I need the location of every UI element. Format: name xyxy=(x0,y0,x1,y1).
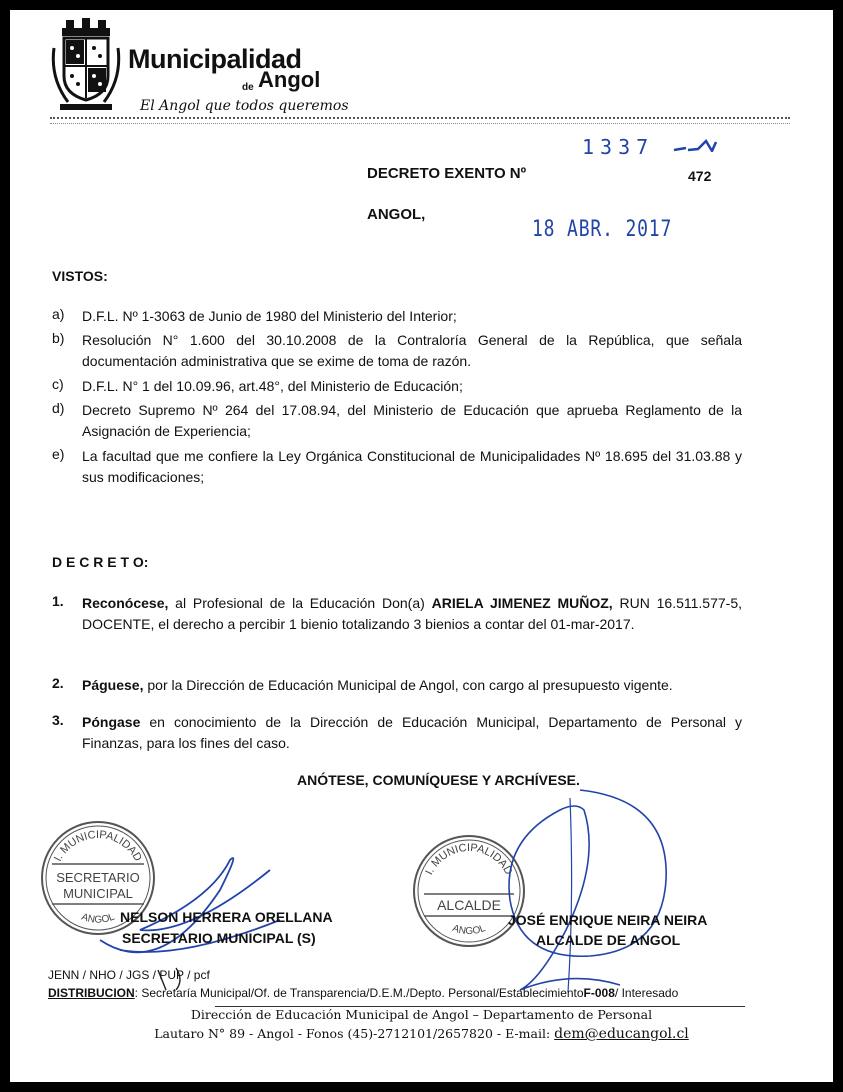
vistos-item-text: D.F.L. N° 1 del 10.09.96, art.48°, del Ministerio de Educación; xyxy=(82,378,463,394)
decreto-item-text: Póngase en conocimiento de la Dirección de Educación Municipal, Departamento de Personal y Finanzas, para los fines del caso. xyxy=(82,714,742,751)
beneficiary-name: ARIELA JIMENEZ MUÑOZ, xyxy=(431,595,613,611)
stamp-date: 18 ABR. 2017 xyxy=(532,217,673,242)
decreto-item-text: Reconócese, al Profesional de la Educación Don(a) ARIELA JIMENEZ MUÑOZ, RUN 16.511.577-5, DOCENTE, el derecho a percibir 1 bienio totalizando 3 bienios a contar del 01-mar-2017. xyxy=(82,595,742,632)
secretario-role: SECRETARIO MUNICIPAL (S) xyxy=(122,930,316,946)
tagline: El Angol que todos queremos xyxy=(140,98,349,114)
vistos-heading: VISTOS: xyxy=(52,268,108,284)
decreto-number: 3. xyxy=(52,712,64,728)
vistos-letter: c) xyxy=(52,376,64,392)
header-divider xyxy=(50,117,790,124)
decreto-item-text: Páguese, por la Dirección de Educación Municipal de Angol, con cargo al presupuesto vigente. xyxy=(82,677,673,693)
alcalde-name: JOSÉ ENRIQUE NEIRA NEIRA xyxy=(508,912,708,928)
seal-left-top: I. MUNICIPALIDAD xyxy=(52,828,144,864)
footer-contact: Lautaro N° 89 - Angol - Fonos (45)-2712101/2657820 - E-mail: dem@educangol.cl xyxy=(154,1026,689,1042)
vistos-item-text: D.F.L. Nº 1-3063 de Junio de 1980 del Ministerio del Interior; xyxy=(82,308,457,324)
initials-line: JENN / NHO / JGS / PUP / pcf xyxy=(48,968,210,982)
vistos-item-text: Decreto Supremo Nº 264 del 17.08.94, del Ministerio de Educación que aprueba Reglamento de la Asignación de Experiencia; xyxy=(82,402,742,439)
footer-email-link[interactable]: dem@educangol.cl xyxy=(554,1026,689,1042)
brand-de: de xyxy=(242,82,254,93)
decree-title: DECRETO EXENTO Nº xyxy=(367,165,527,182)
vistos-letter: b) xyxy=(52,330,65,346)
decree-number: 472 xyxy=(688,168,712,184)
closing-formula: ANÓTESE, COMUNÍQUESE Y ARCHÍVESE. xyxy=(297,772,580,788)
document-page xyxy=(10,10,833,1082)
decreto-number: 1. xyxy=(52,593,64,609)
brand-angol: Angol xyxy=(258,67,321,92)
vistos-letter: d) xyxy=(52,400,65,416)
footer-department: Dirección de Educación Municipal de Angol – Departamento de Personal xyxy=(190,1007,653,1022)
secretario-name: NELSON HERRERA ORELLANA xyxy=(120,909,333,925)
distribution-label: DISTRIBUCION xyxy=(48,986,135,1000)
vistos-letter: a) xyxy=(52,306,65,322)
alcalde-signature xyxy=(480,780,680,1000)
seal-left-bottom: ANGOL xyxy=(79,911,117,926)
distribution-line: DISTRIBUCION: Secretaría Municipal/Of. de Transparencia/D.E.M./Depto. Personal/EstablecimientoF-008/ Interesado xyxy=(48,986,679,1000)
stamp-number: 1337 xyxy=(582,135,655,159)
seal-right-bottom: ANGOL xyxy=(450,922,488,938)
coat-of-arms-logo xyxy=(50,18,122,114)
seal-right-top: I. MUNICIPALIDAD xyxy=(423,841,515,877)
seal-left-middle1: SECRETARIO xyxy=(56,870,140,885)
seal-right-middle: ALCALDE xyxy=(437,897,501,913)
vistos-letter: e) xyxy=(52,446,65,462)
seal-left-middle2: MUNICIPAL xyxy=(63,886,133,901)
brand-municipalidad: Municipalidad xyxy=(128,44,302,74)
decree-place: ANGOL, xyxy=(367,206,426,223)
vistos-item-text: La facultad que me confiere la Ley Orgánica Constitucional de Municipalidades Nº 18.695 del 31.03.88 y sus modificaciones; xyxy=(82,448,742,485)
alcalde-role: ALCALDE DE ANGOL xyxy=(536,932,681,948)
decreto-heading: D E C R E T O: xyxy=(52,554,149,570)
vistos-item-text: Resolución N° 1.600 del 30.10.2008 de la Contraloría General de la República, que señala documentación administrativa que se exime de toma de razón. xyxy=(82,332,742,369)
decreto-number: 2. xyxy=(52,675,64,691)
stamp-smudge xyxy=(672,138,718,152)
